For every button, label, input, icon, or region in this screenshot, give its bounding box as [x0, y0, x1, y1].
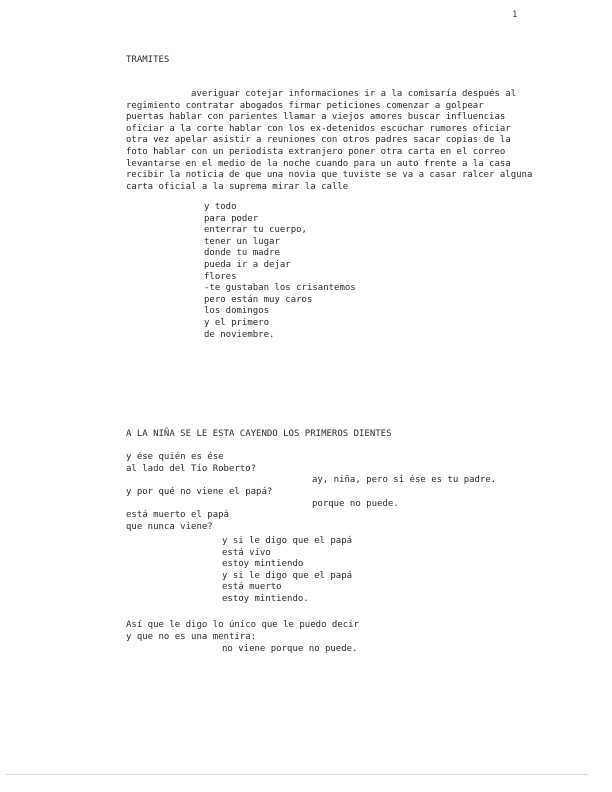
page-edge-divider: [6, 774, 588, 775]
closing-line: y que no es una mentira:: [126, 631, 257, 642]
inner-line: está vivo: [222, 547, 271, 558]
inner-stanza: [222, 536, 352, 606]
stanza-line: para poder: [204, 213, 259, 224]
poem-paragraph: [126, 89, 546, 193]
question-line: está muerto el papá: [126, 510, 229, 520]
stanza-line: y el primero: [204, 317, 270, 328]
stanza-line: -te gustaban los crisantemos: [204, 283, 356, 294]
question-line: y ése quién es ése: [126, 452, 224, 462]
paragraph-line: puertas hablar con parientes llamar a viejos amores buscar influencias: [126, 112, 506, 123]
inner-line: está muerto: [222, 582, 282, 593]
inner-line: estoy mintiendo.: [222, 593, 309, 604]
paragraph-line: regimiento contratar abogados firmar peticiones comenzar a golpear: [126, 100, 484, 111]
paragraph-line: foto hablar con un periodista extranjero poner otra carta en el correo: [126, 146, 506, 157]
inner-line: y si le digo que el papá: [222, 536, 353, 546]
stanza-line: donde tu madre: [204, 248, 280, 259]
stanza-line: pueda ir a dejar: [204, 259, 291, 270]
paragraph-line: otra vez apelar asistir a reuniones con otros padres sacar copias de la: [126, 135, 511, 146]
stanza-line: tener un lugar: [204, 236, 280, 247]
paragraph-line: carta oficial a la suprema mirar la calle: [126, 181, 349, 192]
stanza-line: los domingos: [204, 306, 270, 317]
stanza-line: de noviembre.: [204, 329, 275, 340]
paragraph-line: levantarse en el medio de la noche cuando para un auto frente a la casa: [126, 158, 511, 169]
paragraph-line: oficiar a la corte hablar con los ex-detenidos escuchar rumores oficiar: [126, 123, 511, 134]
answer-2: porque no puede.: [312, 499, 399, 509]
stanza-line: enterrar tu cuerpo,: [204, 225, 307, 236]
question-3: [126, 510, 229, 533]
poem-title-tramites: TRAMITES: [126, 55, 170, 65]
question-1: [126, 452, 256, 475]
page-number: 1: [512, 10, 518, 20]
stanza-line: y todo: [204, 202, 237, 212]
paragraph-line: averiguar cotejar informaciones ir a la comisaría después al: [126, 89, 517, 99]
inner-line: estoy mintiendo: [222, 559, 304, 570]
stanza-line: flores: [204, 271, 237, 282]
stanza-line: pero están muy caros: [204, 294, 313, 305]
question-line: que nunca viene?: [126, 521, 213, 532]
question-line: al lado del Tío Roberto?: [126, 463, 257, 474]
inner-line: y si le digo que el papá: [222, 570, 353, 581]
last-line: no viene porque no puede.: [222, 644, 358, 654]
closing-lines: [126, 620, 359, 643]
poem-title-nina: A LA NIÑA SE LE ESTA CAYENDO LOS PRIMEROS DIENTES: [126, 429, 392, 439]
poem-stanza: [204, 202, 356, 341]
paragraph-line: recibir la noticia de que una novia que tuviste se va a casar ralcer alguna: [126, 170, 533, 181]
question-2: y por qué no viene el papá?: [126, 487, 273, 497]
closing-line: Así que le digo lo único que le puedo decir: [126, 620, 359, 630]
answer-1: ay, niña, pero si ése es tu padre.: [312, 475, 497, 485]
